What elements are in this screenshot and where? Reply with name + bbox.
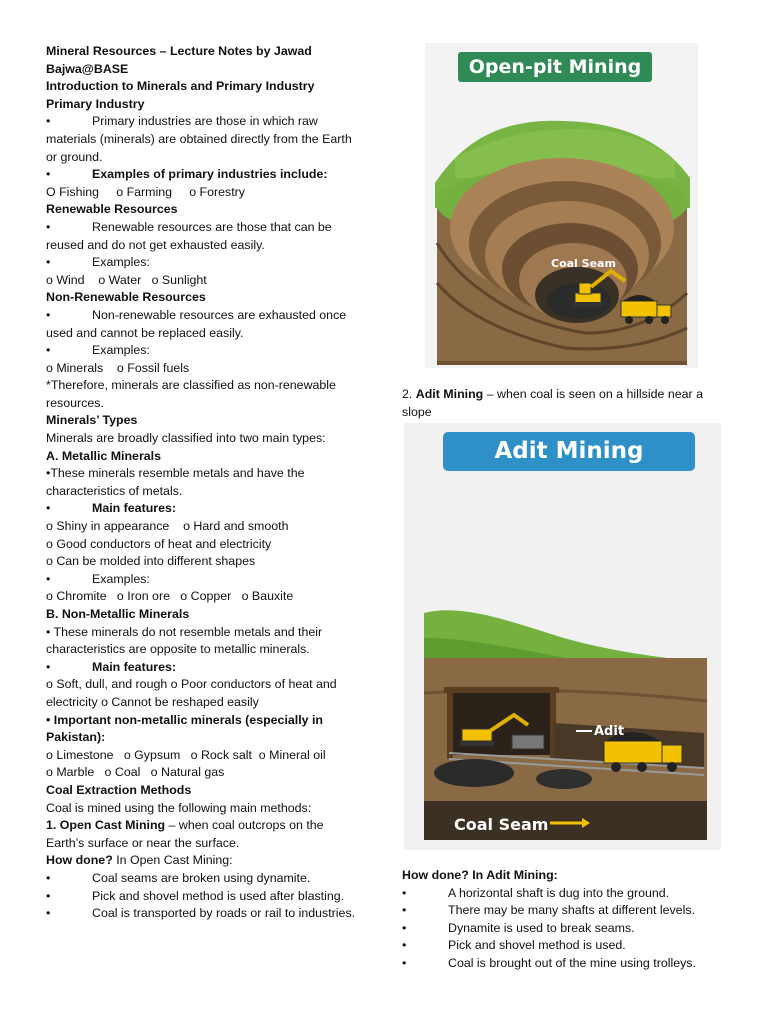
adit-svg bbox=[404, 423, 721, 850]
therefore-note: *Therefore, minerals are classified as non-renewable resources. bbox=[46, 378, 336, 410]
renewable-examples: o Wind o Water o Sunlight bbox=[46, 272, 207, 287]
open-cast-mining: 1. Open Cast Mining – when coal outcrops on the Earth’s surface or near the surface. bbox=[46, 818, 324, 850]
metallic-examples: o Chromite o Iron ore o Copper o Bauxite bbox=[46, 589, 294, 604]
nonrenewable-examples-label: • Examples: bbox=[46, 343, 150, 358]
nonrenewable-definition: • Non-renewable resources are exhausted once used and cannot be replaced easily. bbox=[46, 307, 347, 340]
types-intro: Minerals are broadly classified into two main types: bbox=[46, 431, 326, 446]
open-pit-mining-illustration bbox=[425, 43, 698, 368]
adit-mining-line: 2. Adit Mining – when coal is seen on a hillside near a slope bbox=[402, 387, 703, 419]
adit-howdone-section bbox=[402, 867, 732, 973]
metallic-feature-2: o Good conductors of heat and electricity bbox=[46, 536, 272, 551]
renewable-definition: • Renewable resources are those that can be reused and do not get exhausted easily. bbox=[46, 219, 332, 252]
primary-examples-label: • Examples of primary industries include: bbox=[46, 167, 328, 182]
nonmetallic-features: o Soft, dull, and rough o Poor conductors of heat and electricity o Cannot be reshaped easily bbox=[46, 677, 337, 709]
renewable-heading: Renewable Resources bbox=[46, 202, 178, 217]
coal-seam-label: Coal Seam bbox=[454, 815, 549, 834]
list-item: • Coal is brought out of the mine using trolleys. bbox=[402, 955, 696, 970]
list-item: • Pick and shovel method is used. bbox=[402, 938, 626, 953]
nonmetallic-heading: B. Non-Metallic Minerals bbox=[46, 607, 190, 621]
open-pit-banner: Open-pit Mining bbox=[458, 52, 652, 82]
nonmetallic-definition: • These minerals do not resemble metals and their characteristics are opposite to metallic minerals. bbox=[46, 624, 323, 657]
intro-heading: Introduction to Minerals and Primary Industry bbox=[46, 79, 315, 94]
important-nonmetallic-label: • Important non-metallic minerals (especially in Pakistan): bbox=[46, 712, 324, 745]
list-item: • Coal seams are broken using dynamite. bbox=[46, 870, 311, 885]
metallic-feature-3: o Can be molded into different shapes bbox=[46, 554, 256, 569]
metallic-examples-label: • Examples: bbox=[46, 571, 150, 586]
left-column bbox=[46, 43, 364, 923]
primary-definition: • Primary industries are those in which raw materials (minerals) are obtained directly from the Earth or ground. bbox=[46, 114, 352, 164]
types-heading: Minerals’ Types bbox=[46, 413, 138, 428]
metallic-features-label: • Main features: bbox=[46, 501, 176, 516]
nonrenewable-heading: Non-Renewable Resources bbox=[46, 290, 206, 305]
list-item: • Dynamite is used to break seams. bbox=[402, 920, 635, 935]
coal-intro: Coal is mined using the following main methods: bbox=[46, 800, 312, 815]
adit-banner: Adit Mining bbox=[443, 432, 695, 471]
metallic-definition: •These minerals resemble metals and have the characteristics of metals. bbox=[46, 466, 305, 498]
adit-intro bbox=[402, 386, 732, 421]
nonrenewable-examples: o Minerals o Fossil fuels bbox=[46, 360, 190, 375]
open-pit-svg bbox=[425, 43, 698, 368]
metallic-heading: A. Metallic Minerals bbox=[46, 448, 161, 463]
list-item: • A horizontal shaft is dug into the ground. bbox=[402, 885, 670, 900]
adit-mining-illustration bbox=[404, 423, 721, 850]
renewable-examples-label: • Examples: bbox=[46, 255, 150, 270]
nonmetallic-features-label: • Main features: bbox=[46, 659, 176, 674]
coal-seam-label: Coal Seam bbox=[551, 257, 616, 270]
open-cast-howdone: How done? In Open Cast Mining: bbox=[46, 853, 233, 868]
list-item: • Pick and shovel method is used after blasting. bbox=[46, 888, 345, 903]
doc-title-line1: Mineral Resources – Lecture Notes by Jawad bbox=[46, 44, 312, 58]
important-nonmetallic-line1: o Limestone o Gypsum o Rock salt o Mineral oil bbox=[46, 747, 326, 762]
metallic-feature-1: o Shiny in appearance o Hard and smooth bbox=[46, 519, 289, 534]
list-item: • There may be many shafts at different levels. bbox=[402, 903, 696, 918]
primary-examples: O Fishing o Farming o Forestry bbox=[46, 184, 245, 199]
list-item: • Coal is transported by roads or rail to industries. bbox=[46, 906, 356, 921]
adit-label: Adit bbox=[594, 724, 625, 739]
coal-heading: Coal Extraction Methods bbox=[46, 782, 192, 797]
doc-title-line2: Bajwa@BASE bbox=[46, 61, 129, 76]
primary-heading: Primary Industry bbox=[46, 96, 145, 111]
adit-howdone-heading: How done? In Adit Mining: bbox=[402, 868, 558, 882]
important-nonmetallic-line2: o Marble o Coal o Natural gas bbox=[46, 765, 225, 780]
